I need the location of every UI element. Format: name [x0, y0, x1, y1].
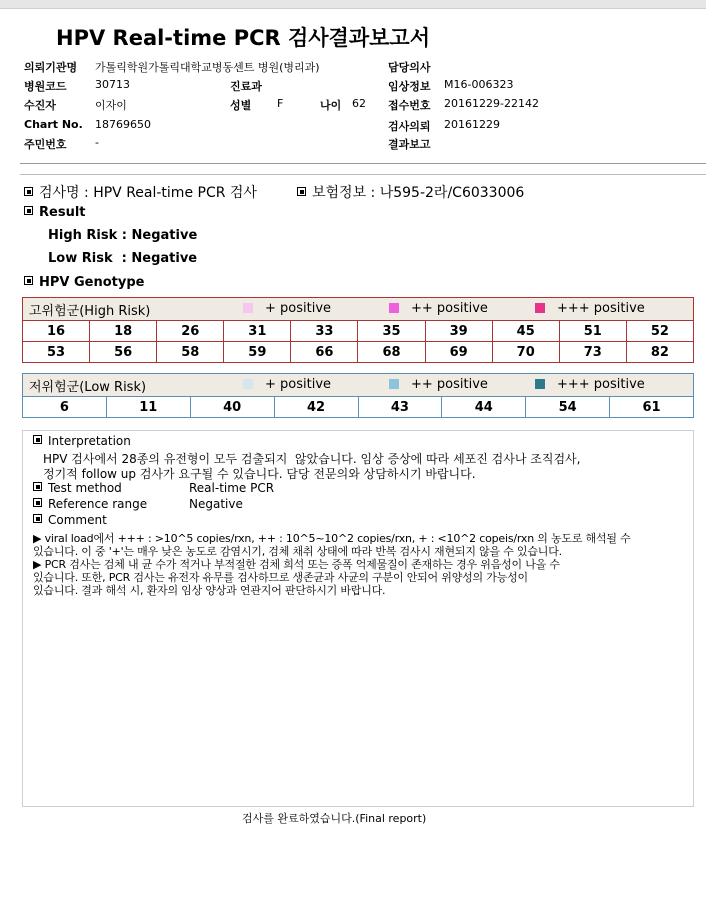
sex-label: 성별	[230, 99, 252, 112]
receipt-label: 접수번호	[388, 99, 431, 112]
high-risk-title: 고위험군(High Risk)	[29, 304, 151, 319]
genotype-cell: 53	[23, 342, 90, 363]
reference-value: Negative	[189, 497, 243, 511]
legend-swatch	[389, 379, 399, 389]
genotype-cell: 52	[626, 321, 693, 342]
bullet-icon	[24, 276, 33, 285]
legend-label: + positive	[265, 301, 332, 316]
exam-name-label: 검사명 :	[39, 185, 89, 201]
rrn-value: -	[95, 136, 99, 149]
genotype-row	[23, 321, 694, 342]
genotype-cell: 51	[559, 321, 626, 342]
interpretation-line: 정기적 follow up 검사가 요구될 수 있습니다. 담당 전문의와 상담하시기 바랍니다.	[43, 467, 476, 481]
rrn-label: 주민번호	[24, 138, 67, 151]
method-value: Real-time PCR	[189, 481, 275, 495]
genotype-label: HPV Genotype	[39, 275, 145, 290]
arrow-bullet-icon: ▶	[33, 532, 45, 545]
insurance-label: 보험정보 :	[312, 185, 376, 201]
insurance-value: 나595-2라/C6033006	[379, 185, 525, 201]
insurance-line	[297, 182, 524, 202]
genotype-cell: 43	[358, 397, 442, 418]
legend-label: +++ positive	[557, 377, 645, 392]
genotype-cell: 58	[157, 342, 224, 363]
arrow-bullet-icon: ▶	[33, 558, 45, 571]
legend-plus	[243, 377, 331, 392]
comment-line: 있습니다. 이 중 '+'는 매우 낮은 농도로 감염시기, 검체 채취 상태에 따라 반복 검사시 재현되지 않을 수 있습니다.	[33, 545, 562, 558]
legend-swatch	[389, 303, 399, 313]
age-value: 62	[352, 97, 366, 110]
bullet-icon	[33, 435, 42, 444]
exam-name-value: HPV Real-time PCR 검사	[93, 185, 257, 201]
genotype-cell: 73	[559, 342, 626, 363]
high-risk-result: High Risk : Negative	[48, 228, 198, 243]
request-value: 20161229	[444, 118, 500, 131]
genotype-row	[23, 397, 694, 418]
interpretation-box	[22, 430, 694, 807]
genotype-cell: 42	[274, 397, 358, 418]
genotype-cell: 59	[224, 342, 291, 363]
genotype-cell: 56	[90, 342, 157, 363]
result-heading	[24, 205, 86, 220]
legend-label: ++ positive	[411, 377, 488, 392]
genotype-row	[23, 342, 694, 363]
genotype-cell: 31	[224, 321, 291, 342]
comment-line: ▶ PCR 검사는 검체 내 균 수가 적거나 부적절한 검체 희석 또는 증폭 억제물질이 존재하는 경우 위음성이 나올 수	[33, 558, 560, 571]
comment-line: 있습니다. 결과 해석 시, 환자의 임상 양상과 연관지어 판단하시기 바랍니다.	[33, 584, 386, 597]
genotype-cell: 69	[425, 342, 492, 363]
report-date-label: 결과보고	[388, 138, 431, 151]
bullet-icon	[297, 187, 306, 196]
legend-swatch	[535, 303, 545, 313]
genotype-cell: 39	[425, 321, 492, 342]
hospital-code-value: 30713	[95, 78, 130, 91]
sex-value: F	[277, 97, 284, 110]
genotype-cell: 44	[442, 397, 526, 418]
genotype-cell: 33	[291, 321, 358, 342]
genotype-cell: 6	[23, 397, 107, 418]
genotype-cell: 70	[492, 342, 559, 363]
legend-plus	[243, 301, 331, 316]
legend-swatch	[243, 379, 253, 389]
genotype-cell: 35	[358, 321, 425, 342]
high-risk-header	[22, 297, 694, 321]
interpretation-heading	[33, 434, 131, 448]
header-divider	[20, 163, 706, 164]
low-risk-title: 저위험군(Low Risk)	[29, 380, 147, 395]
legend-plus-plus	[389, 301, 488, 316]
bullet-icon	[33, 514, 42, 523]
receipt-value: 20161229-22142	[444, 97, 539, 110]
chart-no-label: Chart No.	[24, 118, 83, 131]
comment-heading	[33, 513, 107, 527]
patient-label: 수진자	[24, 99, 56, 112]
request-label: 검사의뢰	[388, 120, 431, 133]
institution-value: 가톨릭학원가톨릭대학교병동센트 병원(병리과)	[95, 61, 320, 74]
bullet-icon	[33, 482, 42, 491]
legend-plus-plus-plus	[535, 301, 645, 316]
legend-plus-plus	[389, 377, 488, 392]
low-risk-header	[22, 373, 694, 397]
legend-plus-plus-plus	[535, 377, 645, 392]
genotype-cell: 18	[90, 321, 157, 342]
patient-value: 이자이	[95, 99, 127, 112]
genotype-cell: 26	[157, 321, 224, 342]
interpretation-label: Interpretation	[48, 434, 131, 448]
interpretation-line: HPV 검사에서 28종의 유전형이 모두 검출되지 않았습니다. 임상 증상에 따라 세포진 검사나 조직검사,	[43, 452, 581, 466]
hospital-code-label: 병원코드	[24, 80, 67, 93]
genotype-cell: 45	[492, 321, 559, 342]
low-risk-result: Low Risk : Negative	[48, 251, 198, 266]
bullet-icon	[24, 206, 33, 215]
reference-heading	[33, 497, 147, 511]
clinical-info-value: M16-006323	[444, 78, 514, 91]
reference-label: Reference range	[48, 497, 148, 511]
genotype-cell: 11	[106, 397, 190, 418]
result-label: Result	[39, 205, 86, 220]
legend-label: +++ positive	[557, 301, 645, 316]
chart-no-value: 18769650	[95, 118, 151, 131]
comment-line: ▶ viral load에서 +++ : >10^5 copies/rxn, ++ : 10^5~10^2 copies/rxn, + : <10^2 copeis/rxn 의 농도로 해석될 수	[33, 532, 631, 545]
department-label: 진료과	[230, 80, 262, 93]
genotype-cell: 82	[626, 342, 693, 363]
genotype-cell: 68	[358, 342, 425, 363]
comment-label: Comment	[48, 513, 107, 527]
section-divider	[20, 174, 706, 175]
genotype-cell: 54	[526, 397, 610, 418]
top-bar	[0, 0, 706, 9]
legend-label: ++ positive	[411, 301, 488, 316]
low-risk-table	[22, 396, 694, 418]
clinical-info-label: 임상정보	[388, 80, 431, 93]
legend-swatch	[243, 303, 253, 313]
exam-line	[24, 182, 257, 202]
comment-line: 있습니다. 또한, PCR 검사는 유전자 유무를 검사하므로 생존균과 사균의 구분이 안되어 위양성의 가능성이	[33, 571, 528, 584]
footer-status: 검사를 완료하였습니다.(Final report)	[242, 812, 427, 825]
method-heading	[33, 481, 122, 495]
genotype-cell: 40	[190, 397, 274, 418]
genotype-cell: 16	[23, 321, 90, 342]
institution-label: 의뢰기관명	[24, 61, 78, 74]
bullet-icon	[24, 187, 33, 196]
method-label: Test method	[48, 481, 122, 495]
legend-label: + positive	[265, 377, 332, 392]
report-title: HPV Real-time PCR 검사결과보고서	[56, 26, 430, 50]
genotype-cell: 61	[610, 397, 694, 418]
genotype-heading	[24, 275, 144, 290]
age-label: 나이	[320, 99, 342, 112]
doctor-label: 담당의사	[388, 61, 431, 74]
bullet-icon	[33, 498, 42, 507]
legend-swatch	[535, 379, 545, 389]
genotype-cell: 66	[291, 342, 358, 363]
high-risk-table	[22, 320, 694, 363]
